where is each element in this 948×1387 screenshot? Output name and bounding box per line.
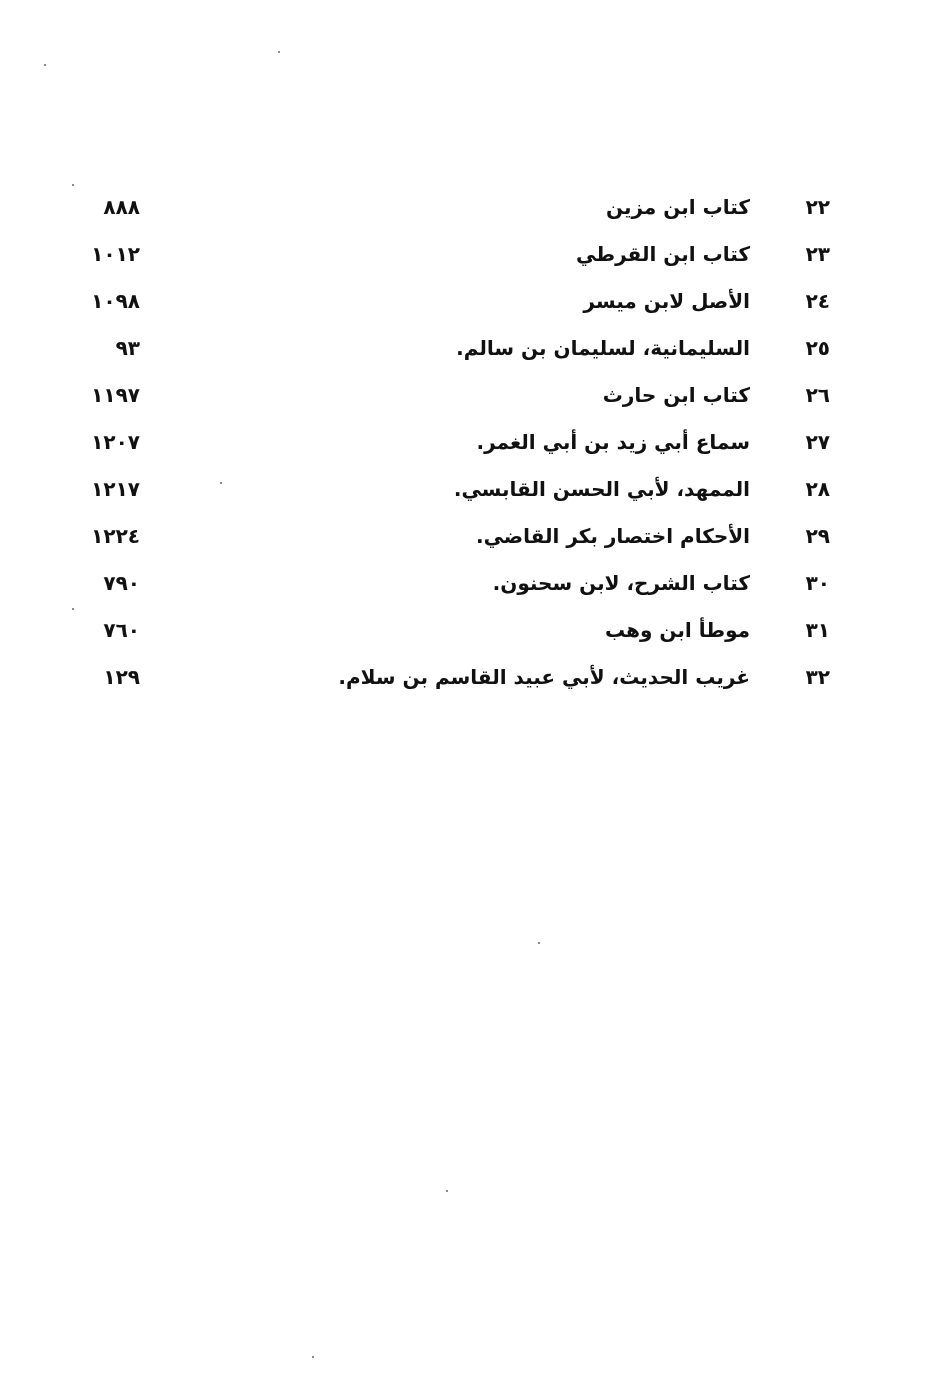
row-title: كتاب ابن مزين [605,195,750,219]
row-title: سماع أبي زيد بن أبي الغمر. [476,430,750,454]
row-count: ٧٩٠ [103,571,140,595]
index-row [0,466,948,513]
row-count: ١٢١٧ [91,477,140,501]
index-row [0,419,948,466]
scan-speck [312,1356,314,1358]
scan-speck [538,942,540,944]
index-row [0,513,948,560]
index-row [0,231,948,278]
row-number: ٢٨ [805,477,830,501]
row-title: موطأ ابن وهب [604,618,750,642]
row-title: كتاب ابن القرطي [576,242,750,266]
row-number: ٢٢ [805,195,830,219]
row-count: ١١٩٧ [91,383,140,407]
row-count: ١٠١٢ [91,242,140,266]
row-title: الأصل لابن ميسر [583,289,750,313]
index-row [0,607,948,654]
scan-speck [44,64,46,66]
row-count: ٩٣ [115,336,140,360]
row-number: ٢٦ [805,383,830,407]
row-number: ٢٤ [805,289,830,313]
index-row [0,372,948,419]
row-count: ١٠٩٨ [91,289,140,313]
row-number: ٣٠ [805,571,830,595]
row-title: غريب الحديث، لأبي عبيد القاسم بن سلام. [338,665,750,689]
index-row [0,184,948,231]
row-title: الأحكام اختصار بكر القاضي. [475,524,750,548]
row-number: ٣٢ [805,665,830,689]
scan-speck [446,1190,448,1192]
row-title: السليمانية، لسليمان بن سالم. [456,336,750,360]
row-count: ٧٦٠ [103,618,140,642]
row-count: ٨٨٨ [103,195,140,219]
row-number: ٢٣ [805,242,830,266]
row-number: ٢٧ [805,430,830,454]
row-title: كتاب الشرح، لابن سحنون. [492,571,750,595]
index-row [0,278,948,325]
row-number: ٢٥ [805,336,830,360]
index-row [0,325,948,372]
row-title: كتاب ابن حارث [602,383,750,407]
row-number: ٣١ [805,618,830,642]
row-count: ١٢٩ [103,665,140,689]
scan-speck [278,51,280,53]
index-row [0,654,948,701]
row-title: الممهد، لأبي الحسن القابسي. [453,477,750,501]
index-row [0,560,948,607]
row-count: ١٢٠٧ [91,430,140,454]
row-count: ١٢٢٤ [91,524,140,548]
row-number: ٢٩ [805,524,830,548]
index-table [0,184,948,701]
